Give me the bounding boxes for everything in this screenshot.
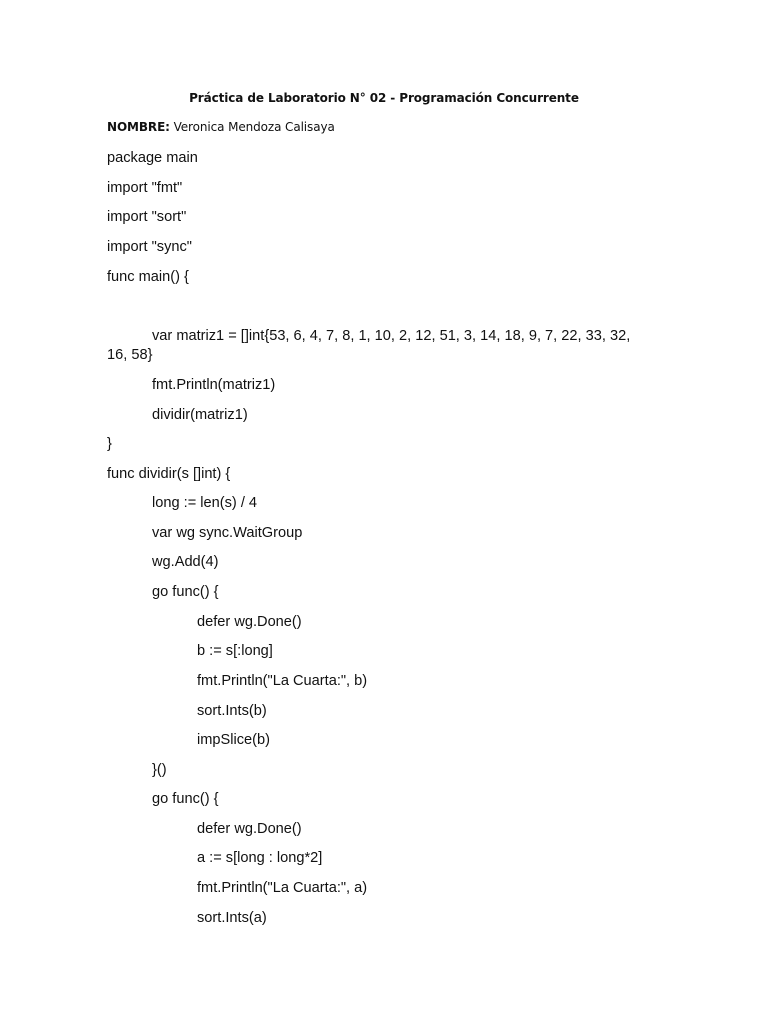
code-line: } bbox=[107, 436, 112, 452]
code-line: go func() { bbox=[152, 791, 219, 807]
code-line: impSlice(b) bbox=[197, 732, 270, 748]
code-line: go func() { bbox=[152, 584, 219, 600]
code-line: sort.Ints(a) bbox=[197, 910, 267, 926]
code-line: fmt.Println("La Cuarta:", b) bbox=[197, 673, 368, 689]
code-line: a := s[long : long*2] bbox=[197, 850, 323, 866]
code-line: b := s[:long] bbox=[197, 643, 273, 659]
code-line: import "sort" bbox=[107, 209, 187, 225]
code-line: wg.Add(4) bbox=[152, 554, 219, 570]
code-line: defer wg.Done() bbox=[197, 614, 302, 630]
code-line: import "sync" bbox=[107, 239, 192, 255]
code-line: 16, 58} bbox=[107, 347, 153, 363]
code-line: fmt.Println(matriz1) bbox=[152, 377, 276, 393]
code-line: defer wg.Done() bbox=[197, 821, 302, 837]
author-line bbox=[107, 120, 335, 134]
code-line: fmt.Println("La Cuarta:", a) bbox=[197, 880, 368, 896]
author-label: NOMBRE: bbox=[107, 120, 170, 134]
document-title: Práctica de Laboratorio N° 02 - Programación Concurrente bbox=[189, 91, 579, 105]
author-name: Veronica Mendoza Calisaya bbox=[173, 120, 335, 134]
code-line: func dividir(s []int) { bbox=[107, 466, 231, 482]
code-line: package main bbox=[107, 150, 198, 166]
code-line: sort.Ints(b) bbox=[197, 703, 267, 719]
code-line: dividir(matriz1) bbox=[152, 407, 248, 423]
code-line: var wg sync.WaitGroup bbox=[152, 525, 303, 541]
code-line: var matriz1 = []int{53, 6, 4, 7, 8, 1, 10, 2, 12, 51, 3, 14, 18, 9, 7, 22, 33, 32, bbox=[152, 328, 631, 344]
code-line: import "fmt" bbox=[107, 180, 183, 196]
code-line: }() bbox=[152, 762, 167, 778]
code-line: func main() { bbox=[107, 269, 189, 285]
code-line: long := len(s) / 4 bbox=[152, 495, 258, 511]
